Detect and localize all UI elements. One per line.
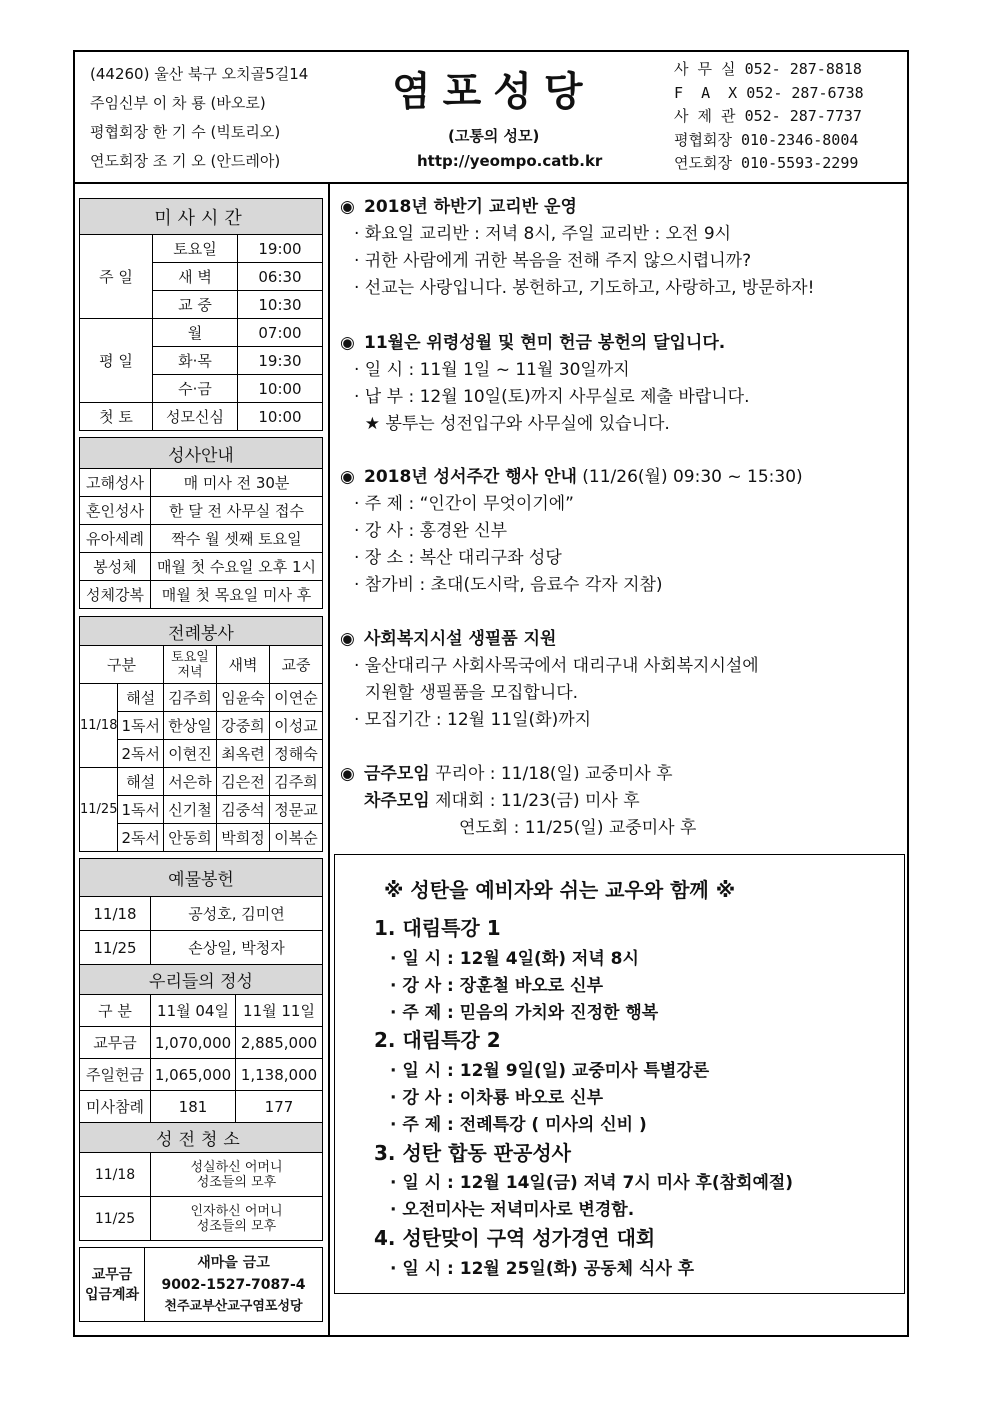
account-label [80,1248,145,1322]
finance-cell: 1,138,000 [236,1059,323,1091]
liturgy-person: 정해숙 [270,740,323,768]
sacrament-name: 유아세례 [80,525,151,553]
advent-item-line: · 주 제 : 믿음의 가치와 진정한 행복 [390,1003,659,1023]
mass-time: 06:30 [238,263,323,291]
notice-line: ★ 봉투는 성전입구와 사무실에 있습니다. [354,414,670,434]
notice-title: 11월은 위령성월 및 현미 헌금 봉헌의 달입니다. [364,333,726,353]
mass-day: 새 벽 [153,263,238,291]
meeting-this-label: 금주모임 [364,764,430,784]
sacrament-table [79,437,323,609]
header-left [90,60,308,176]
notice-line: · 납 부 : 12월 10일(토)까지 사무실로 제출 바랍니다. [354,387,750,407]
notice-welfare [340,626,759,734]
advent-item-line: · 일 시 : 12월 25일(화) 공동체 식사 후 [390,1259,695,1279]
notice-line: 지원할 생필품을 모집합니다. [354,683,579,703]
mass-time: 19:30 [238,347,323,375]
finance-head: 구 분 [80,995,151,1027]
bullet-icon: ◉ [340,629,355,649]
bullet-icon: ◉ [340,197,355,217]
liturgy-role: 2독서 [118,824,164,852]
weekday-label: 평 일 [80,319,153,403]
liturgy-role: 해설 [118,768,164,796]
notice-line: · 선교는 사랑입니다. 봉헌하고, 기도하고, 사랑하고, 방문하자! [354,278,815,298]
liturgy-person: 김은전 [217,768,270,796]
offering-names: 공성호, 김미연 [151,897,323,931]
notice-line: · 화요일 교리반 : 저녁 8시, 주일 교리반 : 오전 9시 [354,224,732,244]
parish-subtitle: (고통의 성모) [448,127,540,145]
liturgy-person: 김주희 [164,684,217,712]
offering-title: 예물봉헌 [80,859,323,897]
cleaning-group [151,1197,323,1241]
liturgy-person: 한상일 [164,712,217,740]
advent-title: ※ 성탄을 예비자와 쉬는 교우와 함께 ※ [384,878,736,902]
meeting-line: 꾸리아 : 11/18(일) 교중미사 후 [435,764,673,784]
liturgy-person: 이현진 [164,740,217,768]
advent-item-heading: 2. 대림특강 2 [374,1028,501,1052]
notice-line: · 강 사 : 홍경완 신부 [354,521,508,541]
notice-title: 사회복지시설 생필품 지원 [364,629,557,649]
address: (44260) 울산 북구 오치골5길14 [90,65,309,83]
account-holder: 천주교부산교구염포성당 [164,1298,303,1314]
liturgy-person: 이복순 [270,824,323,852]
cleaning-line: 성조들의 모후 [196,1218,277,1234]
advent-item-line: · 강 사 : 이차룡 바오로 신부 [390,1088,603,1108]
advent-item-line: · 일 시 : 12월 14일(금) 저녁 7시 미사 후(참회예절) [390,1173,794,1193]
phone-fax: F A X 052- 287-6738 [674,83,864,102]
notice-line: · 모집기간 : 12월 11일(화)까지 [354,710,592,730]
mass-times-table [79,198,323,431]
phone-office: 사 무 실 052- 287-8818 [674,60,862,78]
sacrament-name: 성체강복 [80,581,151,609]
sunday-label: 주 일 [80,235,153,319]
liturgy-head-main: 교중 [270,646,323,684]
offering-names: 손상일, 박청자 [151,931,323,965]
phone-yeondo: 연도회장 010-5593-2299 [674,154,859,172]
liturgy-person: 이연순 [270,684,323,712]
notice-line: · 귀한 사람에게 귀한 복음을 전해 주지 않으시렵니까? [354,251,752,271]
finance-cell: 181 [151,1091,236,1123]
phone-rectory: 사 제 관 052- 287-7737 [674,107,862,125]
notice-line: · 일 시 : 11월 1일 ~ 11월 30일까지 [354,360,630,380]
liturgy-person: 정문교 [270,796,323,824]
notice-title: 2018년 성서주간 행사 안내 [364,467,577,487]
liturgy-person: 김주희 [270,768,323,796]
finance-cell: 2,885,000 [236,1027,323,1059]
liturgy-role: 2독서 [118,740,164,768]
finance-cell: 1,065,000 [151,1059,236,1091]
advent-item-heading: 1. 대림특강 1 [374,916,501,940]
account-info [145,1248,323,1322]
notice-meetings [340,761,696,842]
liturgy-title: 전례봉사 [80,617,323,646]
liturgy-person: 서은하 [164,768,217,796]
council-president: 평협회장 한 기 수 (빅토리오) [90,123,281,141]
liturgy-person: 안동희 [164,824,217,852]
header-divider [73,182,909,184]
account-number: 9002-1527-7087-4 [161,1276,306,1293]
mass-day: 화·목 [153,347,238,375]
advent-item-line: · 일 시 : 12월 9일(일) 교중미사 특별강론 [390,1061,710,1081]
mass-time: 10:00 [238,403,323,431]
mass-day: 교 중 [153,291,238,319]
liturgy-head-sat-l2: 저녁 [177,664,203,680]
cleaning-line: 성조들의 모후 [196,1174,277,1190]
cleaning-group [151,1153,323,1197]
mass-day: 성모신심 [153,403,238,431]
liturgy-date: 11/18 [80,684,118,768]
advent-item-heading: 3. 성탄 합동 판공성사 [374,1141,571,1165]
liturgy-person: 신기철 [164,796,217,824]
phone-list [674,58,864,176]
sacrament-name: 고해성사 [80,469,151,497]
liturgy-person: 임윤숙 [217,684,270,712]
offering-date: 11/18 [80,897,151,931]
liturgy-role: 해설 [118,684,164,712]
liturgy-role: 1독서 [118,796,164,824]
finance-cell: 1,070,000 [151,1027,236,1059]
liturgy-person: 이성교 [270,712,323,740]
sacrament-info: 짝수 월 셋째 토요일 [151,525,323,553]
parish-url[interactable]: http://yeompo.catb.kr [417,152,603,170]
notice-line: · 울산대리구 사회사목국에서 대리구내 사회복지시설에 [354,656,759,676]
notice-title-extra: (11/26(월) 09:30 ~ 15:30) [576,467,803,487]
liturgy-date: 11/25 [80,768,118,852]
mass-time: 19:00 [238,235,323,263]
cleaning-line: 인자하신 어머니 [190,1203,283,1219]
offering-table [79,858,323,1241]
liturgy-head-sat [164,646,217,684]
liturgy-person: 김중석 [217,796,270,824]
advent-item-line: · 일 시 : 12월 4일(화) 저녁 8시 [390,949,639,969]
cleaning-title: 성전청소 [80,1123,323,1153]
account-label-l2: 입금계좌 [84,1286,140,1303]
liturgy-head-dawn: 새벽 [217,646,270,684]
mass-time: 10:30 [238,291,323,319]
cleaning-line: 성실하신 어머니 [190,1159,283,1175]
notice-november [340,330,749,438]
advent-item-heading: 4. 성탄맞이 구역 성가경연 대회 [374,1226,656,1250]
account-bank: 새마을 금고 [197,1254,270,1271]
cleaning-date: 11/25 [80,1197,151,1241]
liturgy-person: 강중희 [217,712,270,740]
first-sat-label: 첫 토 [80,403,153,431]
column-divider [328,183,330,1336]
sacrament-info: 매월 첫 수요일 오후 1시 [151,553,323,581]
liturgy-head-gubun: 구분 [80,646,164,684]
mass-day: 수·금 [153,375,238,403]
liturgy-table [79,616,323,852]
sacrament-name: 혼인성사 [80,497,151,525]
notice-line: · 장 소 : 복산 대리구좌 성당 [354,548,562,568]
liturgy-head-sat-l1: 토요일 [171,649,209,665]
liturgy-person: 최옥련 [217,740,270,768]
notice-catechism [340,194,814,302]
account-label-l1: 교무금 [91,1266,133,1283]
parish-title: 염포성당 [392,68,595,115]
cleaning-date: 11/18 [80,1153,151,1197]
sacrament-info: 한 달 전 사무실 접수 [151,497,323,525]
yeondo-president: 연도회장 조 기 오 (안드레아) [90,152,281,170]
finance-head: 11월 11일 [236,995,323,1027]
finance-cell: 177 [236,1091,323,1123]
offering-date: 11/25 [80,931,151,965]
meeting-line: 연도회 : 11/25(일) 교중미사 후 [459,818,697,838]
phone-council: 평협회장 010-2346-8004 [674,130,859,149]
sacrament-info: 매월 첫 목요일 미사 후 [151,581,323,609]
liturgy-person: 박희정 [217,824,270,852]
sacrament-name: 봉성체 [80,553,151,581]
meeting-line: 제대회 : 11/23(금) 미사 후 [435,791,640,811]
meeting-next-label: 차주모임 [364,791,430,811]
mass-time: 10:00 [238,375,323,403]
finance-cell: 교무금 [80,1027,151,1059]
account-table [79,1247,323,1322]
finance-cell: 주일헌금 [80,1059,151,1091]
sacrament-info: 매 미사 전 30분 [151,469,323,497]
mass-day: 토요일 [153,235,238,263]
mass-times-title: 미사시간 [80,199,323,235]
bullet-icon: ◉ [340,333,355,353]
notice-title: 2018년 하반기 교리반 운영 [364,197,577,217]
mass-day: 월 [153,319,238,347]
mass-time: 07:00 [238,319,323,347]
bullet-icon: ◉ [340,467,355,487]
advent-item-line: · 강 사 : 장훈철 바오로 신부 [390,976,603,996]
sacrament-title: 성사안내 [80,438,323,469]
notice-line: · 참가비 : 초대(도시락, 음료수 각자 지참) [354,575,663,595]
notice-line: · 주 제 : “인간이 무엇이기에” [354,494,574,514]
finance-title: 우리들의 정성 [80,965,323,995]
finance-cell: 미사참례 [80,1091,151,1123]
liturgy-role: 1독서 [118,712,164,740]
pastor: 주임신부 이 차 룡 (바오로) [90,94,266,112]
bullet-icon: ◉ [340,764,355,784]
advent-item-line: · 주 제 : 전례특강 ( 미사의 신비 ) [390,1115,647,1135]
notice-bible-week [340,464,803,599]
finance-head: 11월 04일 [151,995,236,1027]
advent-item-line: · 오전미사는 저녁미사로 변경함. [390,1200,635,1220]
